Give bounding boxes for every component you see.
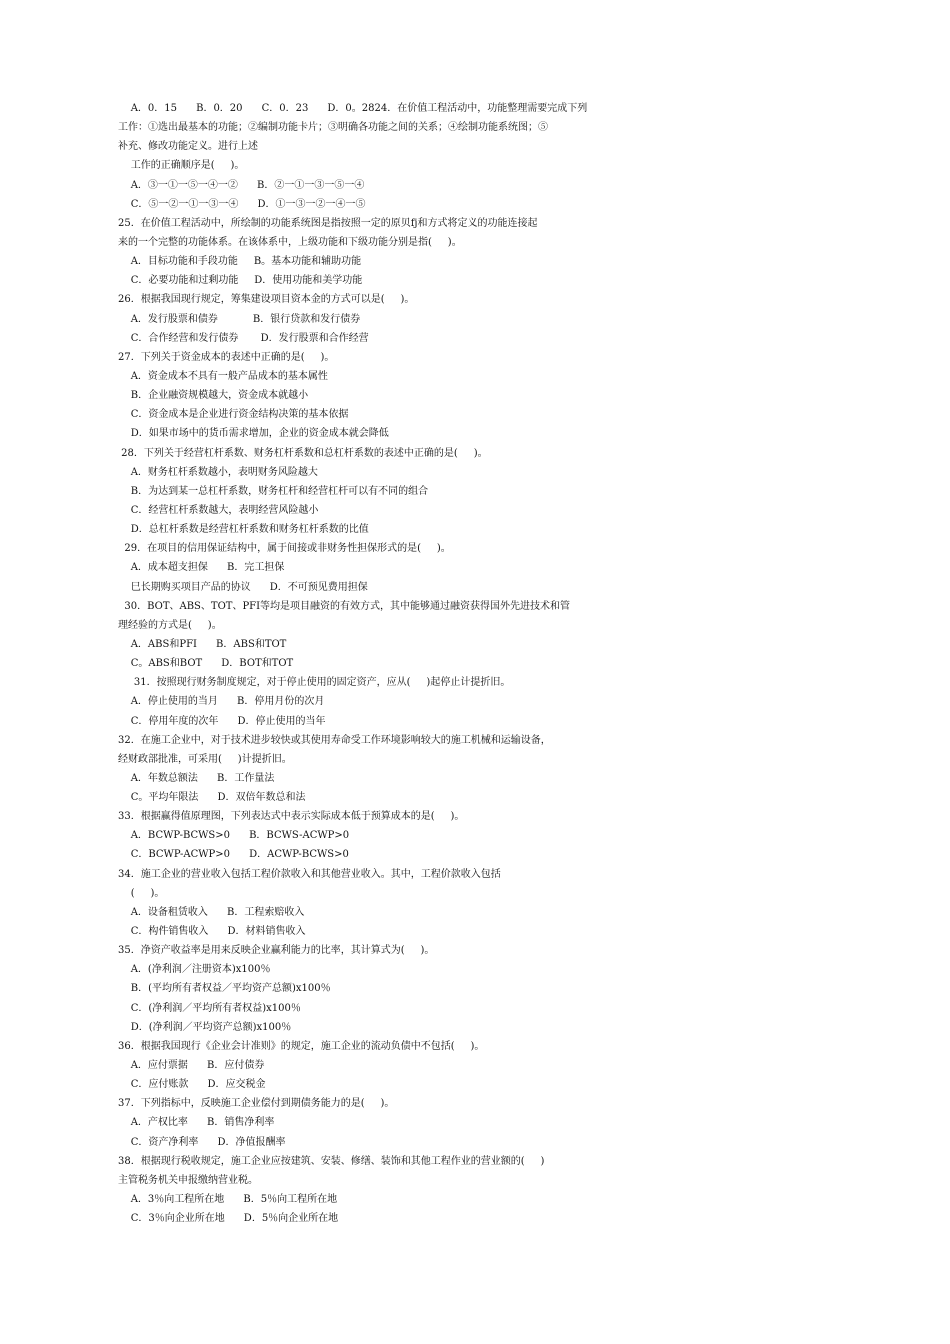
text-line: C．⑤一②一①一③一④ D．①一③一②一④一⑤ xyxy=(118,198,366,210)
text-line: 37．下列指标中，反映施工企业偿付到期债务能力的是( )。 xyxy=(118,1098,395,1110)
text-line: A．(净利润／注册资本)x100％ xyxy=(118,964,271,976)
text-line: 主管税务机关申报缴纳营业税。 xyxy=(118,1174,258,1186)
text-line: 33．根据赢得值原理图，下列表达式中表示实际成本低于预算成本的是( )。 xyxy=(118,811,465,823)
text-line: A．财务杠杆系数越小，表明财务风险越大 xyxy=(118,466,318,478)
text-line: A．成本超支担保 B．完工担保 xyxy=(118,562,285,574)
text-line: C．停用年度的次年 D．停止使用的当年 xyxy=(118,715,326,727)
text-line: A．ABS和PFI B．ABS和TOT xyxy=(118,638,287,650)
text-line: 28．下列关于经营杠杆系数、财务杠杆系数和总杠杆系数的表述中正确的是( )。 xyxy=(118,447,488,459)
text-line: C．必要功能和过剩功能 D．使用功能和美学功能 xyxy=(118,275,363,287)
text-line: C．(净利润／平均所有者权益)x100％ xyxy=(118,1002,301,1014)
text-line: 27．下列关于资金成本的表述中正确的是( )。 xyxy=(118,351,335,363)
text-line: A．0．15 B．0．20 C．0．23 D．0。2824．在价值工程活动中，功能整理需要完成下列 xyxy=(118,103,588,114)
text-line: 34．施工企业的营业收入包括工程价款收入和其他营业收入。其中，工程价款收入包括 xyxy=(118,868,501,880)
text-line: C．经营杠杆系数越大，表明经营风险越小 xyxy=(118,504,319,516)
text-line: A．目标功能和手段功能 B。基本功能和辅助功能 xyxy=(118,256,362,268)
text-line: C．应付账款 D．应交税金 xyxy=(118,1079,266,1091)
text-line: 来的一个完整的功能体系。在该体系中，上级功能和下级功能分别是指( )。 xyxy=(118,236,462,248)
text-line: C．BCWP-ACWP>0 D．ACWP-BCWS>0 xyxy=(118,849,349,861)
text-line: D．(净利润／平均资产总额)x100％ xyxy=(118,1021,292,1033)
text-line: 31．按照现行财务制度规定，对于停止使用的固定资产，应从( )起停止计提折旧。 xyxy=(118,677,511,689)
text-line: C．资金成本是企业进行资金结构决策的基本依据 xyxy=(118,409,349,421)
text-line: 35．净资产收益率是用来反映企业赢利能力的比率，其计算式为( )。 xyxy=(118,945,435,957)
text-line: 26．根据我国现行规定，筹集建设项目资本金的方式可以是( )。 xyxy=(118,294,415,306)
text-line: 工作的正确顺序是( )。 xyxy=(118,160,245,172)
text-line: B．(平均所有者权益／平均资产总额)x100％ xyxy=(118,983,331,995)
text-line: 巳长期购买项目产品的协议 D．不可预见费用担保 xyxy=(118,581,368,593)
text-line: 38．根据现行税收规定，施工企业应按建筑、安装、修缮、装饰和其他工程作业的营业额的( ) xyxy=(118,1155,545,1167)
text-line: ( )。 xyxy=(118,887,165,899)
text-line: A．设备租赁收入 B．工程索赔收入 xyxy=(118,906,305,918)
text-line: A．产权比率 B．销售净利率 xyxy=(118,1117,275,1129)
text-line: 补充、修改功能定义。进行上述 xyxy=(118,141,258,153)
text-line: 30．BOT、ABS、TOT、PFI等均是项目融资的有效方式，其中能够通过融资获得国外先进技术和管 xyxy=(118,600,571,612)
text-line: A．发行股票和债券 B．银行贷款和发行债券 xyxy=(118,313,361,325)
text-line: C。平均年限法 D．双倍年数总和法 xyxy=(118,792,306,804)
text-line: 36．根据我国现行《企业会计准则》的规定，施工企业的流动负债中不包括( )。 xyxy=(118,1040,485,1052)
text-line: 理经验的方式是( )。 xyxy=(118,619,222,631)
text-line: 29．在项目的信用保证结构中，属于间接或非财务性担保形式的是( )。 xyxy=(118,543,451,555)
text-line: 工作：①选出最基本的功能；②编制功能卡片；③明确各功能之间的关系；④绘制功能系统图；⑤ xyxy=(118,122,548,134)
text-line: C．构件销售收入 D．材料销售收入 xyxy=(118,926,306,938)
document-page xyxy=(118,99,848,1228)
text-line: D．如果市场中的货币需求增加，企业的资金成本就会降低 xyxy=(118,428,389,440)
text-line: A．BCWP-BCWS>0 B．BCWS-ACWP>0 xyxy=(118,830,350,842)
text-line: D．总杠杆系数是经营杠杆系数和财务杠杆系数的比值 xyxy=(118,524,369,536)
text-line: A．年数总额法 B．工作量法 xyxy=(118,772,275,784)
text-line: 经财政部批准，可采用( )计提折旧。 xyxy=(118,753,292,765)
text-line: C．合作经营和发行债券 D．发行股票和合作经营 xyxy=(118,332,369,344)
text-line: B．为达到某一总杠杆系数，财务杠杆和经营杠杆可以有不同的组合 xyxy=(118,485,429,497)
text-line: A．停止使用的当月 B．停用月份的次月 xyxy=(118,696,325,708)
text-line: B．企业融资规模越大，资金成本就越小 xyxy=(118,390,309,402)
text-line: 32．在施工企业中，对于技术进步较快或其使用寿命受工作环境影响较大的施工机械和运输设备， xyxy=(118,734,551,746)
text-line: A．3％向工程所在地 B．5％向工程所在地 xyxy=(118,1194,338,1206)
text-line: C。ABS和BOT D．BOT和TOT xyxy=(118,658,294,670)
text-line: C．资产净利率 D．净值报酬率 xyxy=(118,1136,286,1148)
text-line: A．资金成本不具有一般产品成本的基本属性 xyxy=(118,370,328,382)
text-line: A．③一①一⑤一④一② B．②一①一③一⑤一④ xyxy=(118,179,365,191)
text-line: C．3％向企业所在地 D．5％向企业所在地 xyxy=(118,1213,339,1225)
text-line: 25．在价值工程活动中，所绘制的功能系统图是指按照一定的原贝fj和方式将定义的功能连接起 xyxy=(118,217,538,229)
text-line: A．应付票据 B．应付债券 xyxy=(118,1060,265,1072)
